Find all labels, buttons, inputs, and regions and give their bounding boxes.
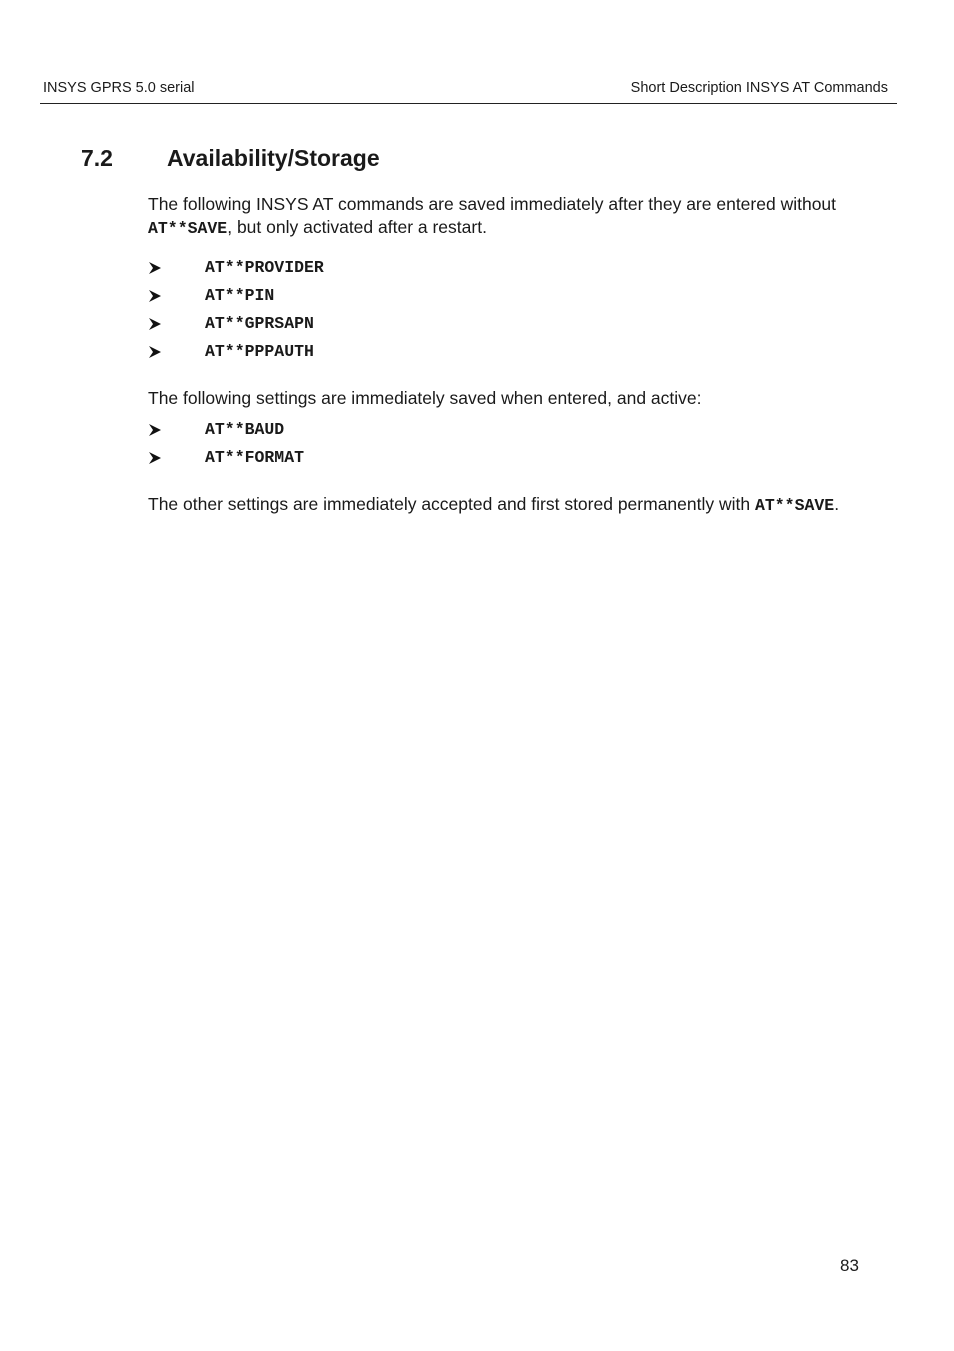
command-name: AT**PIN [205,286,275,305]
paragraph-text: . [834,494,840,514]
paragraph-save-and-active: The following settings are immediately saved when entered, and active: [148,388,702,408]
arrowhead-bullet-icon [148,289,162,303]
command-name: AT**PPPAUTH [205,342,314,361]
header-document-title: INSYS GPRS 5.0 serial [43,80,195,96]
paragraph-text: The following INSYS AT commands are saved immediately after they are entered without [148,194,837,214]
arrowhead-bullet-icon [148,261,162,275]
arrowhead-bullet-icon [148,451,162,465]
inline-code: AT**SAVE [754,496,835,515]
header-section-title: Short Description INSYS AT Commands [630,80,888,96]
paragraph-save-on-restart [148,193,848,240]
command-name: AT**BAUD [205,420,285,439]
section-number: 7.2 [81,145,113,171]
arrowhead-bullet-icon [148,345,162,359]
page-number: 83 [840,1256,859,1275]
paragraph-text: , but only activated after a restart. [227,216,487,237]
paragraph-other-settings [148,493,848,518]
command-name: AT**GPRSAPN [205,314,314,333]
arrowhead-bullet-icon [148,317,162,331]
paragraph-text: The other settings are immediately accepted and first stored permanently with [148,494,755,514]
section-title: Availability/Storage [167,145,380,171]
command-name: AT**FORMAT [205,448,305,467]
command-name: AT**PROVIDER [205,258,324,277]
arrowhead-bullet-icon [148,423,162,437]
inline-code: AT**SAVE [148,218,228,238]
page-header [40,79,897,104]
